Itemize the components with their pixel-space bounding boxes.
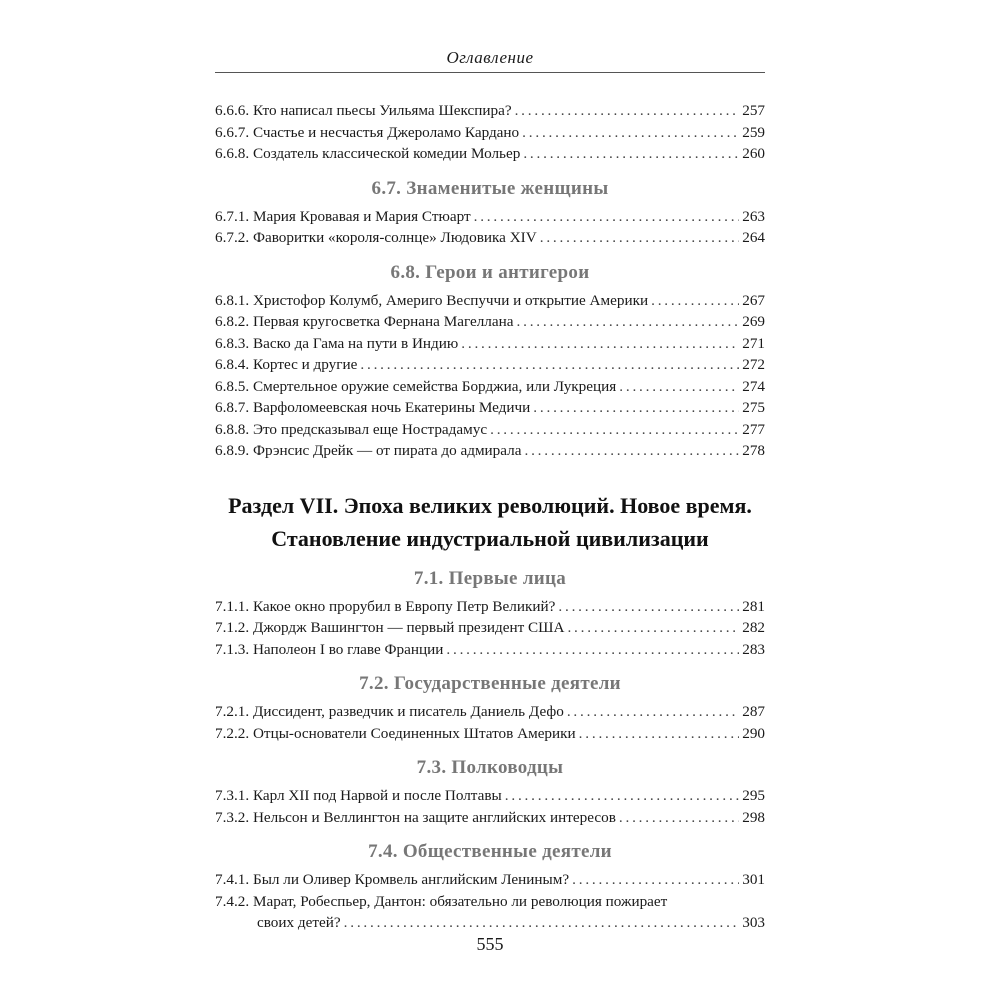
toc-entry-number: 7.2.1. <box>215 703 250 720</box>
toc-entry-number: 6.6.7. <box>215 123 250 141</box>
toc-entry-number: 6.7.1. <box>215 207 250 225</box>
dot-leader <box>344 912 740 934</box>
toc-entry-line <box>215 912 765 934</box>
toc-entry-number: 6.8.2. <box>215 313 250 330</box>
toc-entry-number: 6.8.5. <box>215 377 250 395</box>
toc-entry-page: 275 <box>742 399 765 416</box>
toc-entry-title: Васко да Гама на пути в Индию <box>252 334 459 352</box>
toc-entry-line <box>215 891 765 913</box>
toc-entry-number: 6.7.2. <box>215 229 250 246</box>
toc-entry-title: Христофор Колумб, Америго Веспуччи и открытие Америки <box>252 291 649 309</box>
toc-entry-number: 7.4.2. <box>215 892 250 910</box>
toc-entry-title: Диссидент, разведчик и писатель Даниель Дефо <box>252 703 564 720</box>
toc-entry <box>215 397 765 419</box>
dot-leader <box>619 807 739 829</box>
toc-entry <box>215 227 765 249</box>
toc-entry-page: 271 <box>742 334 765 352</box>
dot-leader <box>619 376 739 398</box>
dot-leader <box>461 333 739 355</box>
toc-entry-number: 7.3.2. <box>215 808 250 826</box>
page-number: 555 <box>476 934 504 954</box>
toc-entry-number: 6.8.8. <box>215 420 250 438</box>
toc-entry-number: 6.8.3. <box>215 334 250 352</box>
dot-leader <box>524 440 739 462</box>
toc-entry-title: Это предсказывал еще Нострадамус <box>252 420 488 438</box>
subsection-heading: 7.3. Полководцы <box>416 757 564 778</box>
toc-entry-number: 6.6.8. <box>215 145 250 162</box>
toc-entry-title: Джордж Вашингтон — первый президент США <box>252 619 565 636</box>
dot-leader <box>572 869 739 891</box>
toc-entry-page: 272 <box>742 356 765 373</box>
toc-entry-number: 7.4.1. <box>215 871 250 888</box>
dot-leader <box>515 100 740 122</box>
toc-entry-page: 263 <box>742 207 765 225</box>
toc-entry <box>215 143 765 165</box>
toc-entry-page: 259 <box>742 123 765 141</box>
toc-entry-number: 6.8.4. <box>215 356 250 373</box>
toc-entry-title-continued: своих детей? <box>257 914 341 931</box>
toc-entry-page: 283 <box>742 640 765 658</box>
toc-entry <box>215 869 765 891</box>
dot-leader <box>579 723 740 745</box>
toc-entry-title: Кортес и другие <box>252 356 358 373</box>
section-heading-line: Раздел VII. Эпоха великих революций. Новое время. <box>228 492 752 518</box>
toc-entry <box>215 807 765 829</box>
dot-leader <box>558 596 739 618</box>
dot-leader <box>490 419 739 441</box>
dot-leader <box>474 206 740 228</box>
toc-entry-title: Мария Кровавая и Мария Стюарт <box>252 207 471 225</box>
toc-entry-number: 7.3.1. <box>215 787 250 804</box>
toc-entry <box>215 206 765 228</box>
running-head: Оглавление <box>446 48 534 67</box>
dot-leader <box>533 397 739 419</box>
dot-leader <box>522 122 739 144</box>
toc-entry-title: Отцы-основатели Соединенных Штатов Америки <box>252 724 576 742</box>
toc-entry-number: 6.8.9. <box>215 442 250 459</box>
toc-entry <box>215 440 765 462</box>
toc-entry-page: 301 <box>742 871 765 888</box>
toc-entry-number: 6.8.7. <box>215 399 250 416</box>
toc-entry-page: 282 <box>742 619 765 636</box>
toc-entry-page: 295 <box>742 787 765 804</box>
subsection-heading: 7.1. Первые лица <box>413 567 567 589</box>
toc-entry <box>215 100 765 122</box>
dot-leader <box>360 354 739 376</box>
dot-leader <box>517 311 740 333</box>
toc-entry-title: Какое окно прорубил в Европу Петр Великий? <box>252 597 556 615</box>
section-heading <box>215 489 765 555</box>
toc-entry <box>215 723 765 745</box>
subsection-heading: 7.2. Государственные деятели <box>359 673 621 694</box>
toc-entry-page: 277 <box>742 420 765 438</box>
toc-entry-title: Нельсон и Веллингтон на защите английских интересов <box>252 808 616 826</box>
subsection-heading: 6.7. Знаменитые женщины <box>371 177 609 199</box>
toc-entry-title: Марат, Робеспьер, Дантон: обязательно ли революция пожирает <box>252 892 668 910</box>
toc-entry-title: Варфоломеевская ночь Екатерины Медичи <box>252 399 531 416</box>
dot-leader <box>567 701 739 723</box>
toc-entry <box>215 333 765 355</box>
toc-entry-title: Фаворитки «короля-солнце» Людовика XIV <box>252 229 537 246</box>
header-rule <box>215 72 765 73</box>
toc-entry-page: 278 <box>742 442 765 459</box>
toc-entry <box>215 354 765 376</box>
dot-leader <box>651 290 739 312</box>
toc-entry-title: Первая кругосветка Фернана Магеллана <box>252 313 514 330</box>
toc-entry <box>215 596 765 618</box>
toc-entry-page: 269 <box>742 313 765 330</box>
toc-entry-page: 267 <box>742 291 765 309</box>
dot-leader <box>540 227 740 249</box>
toc-entry-number: 7.1.3. <box>215 640 250 658</box>
table-of-contents <box>215 100 765 934</box>
toc-entry-title: Создатель классической комедии Мольер <box>252 145 521 162</box>
subsection-heading: 6.8. Герои и антигерои <box>390 261 590 283</box>
toc-entry-page: 257 <box>742 102 765 119</box>
toc-entry-page: 264 <box>742 229 765 246</box>
toc-entry-page: 281 <box>742 597 765 615</box>
toc-entry-page: 290 <box>742 724 765 742</box>
dot-leader <box>505 785 739 807</box>
toc-entry-title: Фрэнсис Дрейк — от пирата до адмирала <box>252 442 522 459</box>
toc-entry-page: 287 <box>742 703 765 720</box>
toc-entry <box>215 419 765 441</box>
toc-entry-page: 303 <box>742 914 765 931</box>
toc-entry <box>215 785 765 807</box>
toc-entry-number: 7.2.2. <box>215 724 250 742</box>
toc-entry-title: Смертельное оружие семейства Борджиа, или Лукреция <box>252 377 617 395</box>
toc-entry <box>215 617 765 639</box>
toc-entry-title: Наполеон I во главе Франции <box>252 640 444 658</box>
toc-entry <box>215 376 765 398</box>
toc-entry-number: 7.1.1. <box>215 597 250 615</box>
toc-entry <box>215 311 765 333</box>
toc-entry-number: 6.8.1. <box>215 291 250 309</box>
toc-entry <box>215 639 765 661</box>
section-heading-line: Становление индустриальной цивилизации <box>271 525 709 551</box>
toc-entry-title: Кто написал пьесы Уильяма Шекспира? <box>252 102 512 119</box>
toc-entry-number: 7.1.2. <box>215 619 250 636</box>
toc-entry <box>215 891 765 934</box>
toc-entry-page: 298 <box>742 808 765 826</box>
toc-entry-title: Был ли Оливер Кромвель английским Лениным? <box>252 871 570 888</box>
dot-leader <box>567 617 739 639</box>
toc-entry-page: 260 <box>742 145 765 162</box>
toc-entry-title: Счастье и несчастья Джероламо Кардано <box>252 123 520 141</box>
toc-entry-page: 274 <box>742 377 765 395</box>
toc-entry-title: Карл XII под Нарвой и после Полтавы <box>252 787 502 804</box>
dot-leader <box>523 143 739 165</box>
toc-entry-number: 6.6.6. <box>215 102 250 119</box>
dot-leader <box>446 639 739 661</box>
toc-entry <box>215 701 765 723</box>
subsection-heading: 7.4. Общественные деятели <box>368 841 612 862</box>
toc-entry <box>215 290 765 312</box>
toc-entry <box>215 122 765 144</box>
